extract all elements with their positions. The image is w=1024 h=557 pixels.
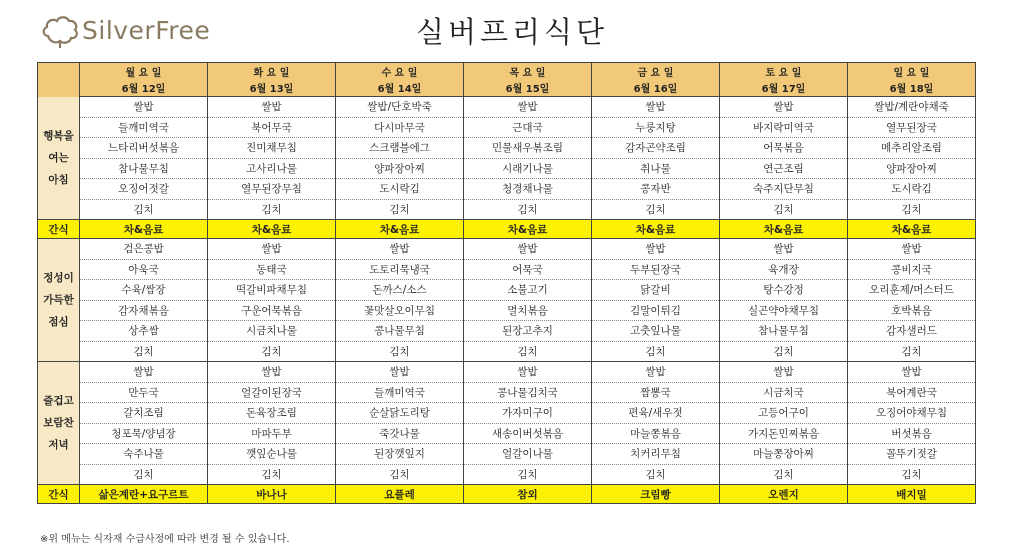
menu-item: 마늘쫑장아찌: [720, 444, 848, 465]
menu-item: 마파두부: [208, 423, 336, 444]
menu-item: 김치: [464, 464, 592, 485]
meal-label-line: 보람찬: [43, 417, 74, 429]
meal-label-line: 정성이: [43, 272, 74, 284]
menu-item: 육개장: [720, 259, 848, 280]
snack-item: 차&음료: [464, 220, 592, 239]
menu-item: 쌀밥/단호박죽: [336, 97, 464, 118]
menu-row: [38, 321, 976, 342]
menu-item: 김치: [720, 341, 848, 362]
menu-item: 쌀밥: [208, 239, 336, 260]
menu-item: 콩자반: [592, 179, 720, 200]
menu-item: 오징어야채무침: [848, 403, 976, 424]
menu-item: 검은콩밥: [80, 239, 208, 260]
menu-item: 누룽지탕: [592, 117, 720, 138]
meal-label-line: 즐겁고: [43, 395, 74, 407]
day-name-header: 일 요 일: [848, 63, 976, 80]
menu-item: 된장깻잎지: [336, 444, 464, 465]
snack-item: 차&음료: [336, 220, 464, 239]
menu-item: 편육/새우젓: [592, 403, 720, 424]
snack-item: 크림빵: [592, 485, 720, 504]
footnote: ※위 메뉴는 식자재 수급사정에 따라 변경 될 수 있습니다.: [40, 534, 290, 545]
menu-item: 민물새우볶조림: [464, 138, 592, 159]
menu-row: [38, 259, 976, 280]
menu-item: 쌀밥: [592, 362, 720, 383]
menu-item: 숙주지단무침: [720, 179, 848, 200]
menu-item: 김치: [720, 464, 848, 485]
menu-item: 시금치나물: [208, 321, 336, 342]
menu-row: [38, 423, 976, 444]
menu-row: [38, 341, 976, 362]
menu-item: 김치: [336, 464, 464, 485]
menu-item: 쌀밥: [464, 362, 592, 383]
menu-item: 콩나물무침: [336, 321, 464, 342]
menu-item: 김치: [208, 199, 336, 220]
menu-item: 콩나물김치국: [464, 382, 592, 403]
menu-item: 가지돈민찌볶음: [720, 423, 848, 444]
menu-item: 돈육장조림: [208, 403, 336, 424]
menu-item: 감자샐러드: [848, 321, 976, 342]
menu-item: 고사리나물: [208, 158, 336, 179]
day-name-header: 화 요 일: [208, 63, 336, 80]
menu-item: 죽갓나물: [336, 423, 464, 444]
menu-item: 김치: [80, 341, 208, 362]
meal-label-line: 여는: [48, 151, 69, 164]
snack-label: 간식: [38, 220, 80, 239]
date-header: 6월 13일: [208, 80, 336, 97]
menu-item: 다시마무국: [336, 117, 464, 138]
menu-item: 시금치국: [720, 382, 848, 403]
menu-item: 쌀밥: [208, 97, 336, 118]
meal-label: [38, 97, 80, 220]
menu-item: 도시락김: [848, 179, 976, 200]
menu-row: [38, 444, 976, 465]
menu-item: 청경채나물: [464, 179, 592, 200]
menu-item: 쌀밥: [336, 362, 464, 383]
menu-row: [38, 403, 976, 424]
menu-row: [38, 382, 976, 403]
menu-item: 김치: [464, 341, 592, 362]
menu-item: 쌀밥: [336, 239, 464, 260]
menu-item: 실곤약야채무침: [720, 300, 848, 321]
menu-item: 어묵볶음: [720, 138, 848, 159]
date-header: 6월 12일: [80, 80, 208, 97]
menu-item: 짬뽕국: [592, 382, 720, 403]
menu-item: 김치: [208, 464, 336, 485]
menu-item: 콩비지국: [848, 259, 976, 280]
menu-item: 메추리알조림: [848, 138, 976, 159]
snack-item: 오렌지: [720, 485, 848, 504]
menu-row: [38, 300, 976, 321]
menu-item: 소불고기: [464, 280, 592, 301]
day-name-header: 토 요 일: [720, 63, 848, 80]
menu-item: 김치: [208, 341, 336, 362]
snack-item: 차&음료: [720, 220, 848, 239]
menu-item: 스크램블에그: [336, 138, 464, 159]
snack-item: 차&음료: [80, 220, 208, 239]
menu-item: 구운어묵볶음: [208, 300, 336, 321]
menu-item: 쌀밥: [720, 97, 848, 118]
snack-item: 바나나: [208, 485, 336, 504]
date-header: 6월 18일: [848, 80, 976, 97]
day-name-header: 금 요 일: [592, 63, 720, 80]
menu-item: 오징어젓갈: [80, 179, 208, 200]
menu-item: 북어계란국: [848, 382, 976, 403]
menu-item: 시래기나물: [464, 158, 592, 179]
date-header: 6월 15일: [464, 80, 592, 97]
menu-row: [38, 239, 976, 260]
menu-item: 쌀밥: [464, 239, 592, 260]
menu-item: 돈까스/소스: [336, 280, 464, 301]
menu-item: 김치: [336, 341, 464, 362]
page-title: 실버프리식단: [415, 15, 609, 49]
menu-item: 쌀밥: [464, 97, 592, 118]
menu-item: 된장고추지: [464, 321, 592, 342]
menu-item: 쌀밥: [80, 362, 208, 383]
date-header-row: [38, 80, 976, 97]
menu-item: 참나물무침: [720, 321, 848, 342]
menu-item: 꼴뚜기젓갈: [848, 444, 976, 465]
menu-item: 취나물: [592, 158, 720, 179]
menu-row: [38, 117, 976, 138]
menu-item: 오리훈제/머스터드: [848, 280, 976, 301]
menu-item: 쌀밥: [720, 239, 848, 260]
menu-item: 닭갈비: [592, 280, 720, 301]
menu-item: 양파장아찌: [336, 158, 464, 179]
menu-item: 숙주나물: [80, 444, 208, 465]
menu-item: 양파장아찌: [848, 158, 976, 179]
menu-item: 쌀밥: [848, 239, 976, 260]
menu-item: 도시락김: [336, 179, 464, 200]
menu-item: 가자미구이: [464, 403, 592, 424]
menu-item: 얼갈이나물: [464, 444, 592, 465]
menu-item: 김치: [464, 199, 592, 220]
meal-label-line: 행복을: [43, 129, 74, 142]
menu-item: 아욱국: [80, 259, 208, 280]
date-header: 6월 17일: [720, 80, 848, 97]
menu-item: 쌀밥: [848, 362, 976, 383]
menu-item: 고춧잎나물: [592, 321, 720, 342]
menu-item: 쌀밥: [208, 362, 336, 383]
menu-item: 바지락미역국: [720, 117, 848, 138]
menu-item: 감자채볶음: [80, 300, 208, 321]
menu-row: [38, 138, 976, 159]
menu-item: 멸치볶음: [464, 300, 592, 321]
menu-item: 진미채무침: [208, 138, 336, 159]
meal-label: [38, 239, 80, 362]
menu-item: 김말이튀김: [592, 300, 720, 321]
menu-item: 버섯볶음: [848, 423, 976, 444]
menu-item: 도토리묵냉국: [336, 259, 464, 280]
menu-item: 김치: [592, 341, 720, 362]
menu-item: 김치: [848, 341, 976, 362]
menu-item: 쌀밥: [592, 97, 720, 118]
menu-item: 북어무국: [208, 117, 336, 138]
menu-item: 어묵국: [464, 259, 592, 280]
menu-row: [38, 362, 976, 383]
menu-item: 열무된장무침: [208, 179, 336, 200]
menu-item: 깻잎순나물: [208, 444, 336, 465]
menu-item: 탕수강정: [720, 280, 848, 301]
day-name-header: 목 요 일: [464, 63, 592, 80]
menu-item: 들깨미역국: [336, 382, 464, 403]
menu-item: 마늘쫑볶음: [592, 423, 720, 444]
menu-item: 들깨미역국: [80, 117, 208, 138]
menu-item: 김치: [592, 199, 720, 220]
menu-item: 수육/쌈장: [80, 280, 208, 301]
menu-item: 참나물무침: [80, 158, 208, 179]
menu-item: 꽃맛살오이무침: [336, 300, 464, 321]
snack-item: 참외: [464, 485, 592, 504]
menu-item: 쌀밥/계란야채죽: [848, 97, 976, 118]
meal-label: [38, 362, 80, 485]
menu-item: 청포묵/양념장: [80, 423, 208, 444]
menu-item: 호박볶음: [848, 300, 976, 321]
day-header-row: [38, 63, 976, 80]
menu-item: 떡갈비파채무침: [208, 280, 336, 301]
meal-label-line: 저녁: [48, 439, 69, 451]
menu-item: 김치: [336, 199, 464, 220]
menu-row: [38, 199, 976, 220]
menu-item: 치커리무침: [592, 444, 720, 465]
menu-item: 고등어구이: [720, 403, 848, 424]
snack-item: 삶은계란+요구르트: [80, 485, 208, 504]
meal-label-line: 가득한: [43, 294, 74, 306]
menu-item: 얼갈이된장국: [208, 382, 336, 403]
menu-row: [38, 280, 976, 301]
menu-item: 쌀밥: [592, 239, 720, 260]
menu-item: 감자곤약조림: [592, 138, 720, 159]
snack-item: 배지밀: [848, 485, 976, 504]
meal-label-line: 점심: [48, 316, 69, 328]
menu-item: 쌀밥: [80, 97, 208, 118]
menu-item: 상추쌈: [80, 321, 208, 342]
menu-item: 근대국: [464, 117, 592, 138]
snack-item: 요플레: [336, 485, 464, 504]
menu-row: [38, 464, 976, 485]
menu-item: 동태국: [208, 259, 336, 280]
menu-item: 김치: [720, 199, 848, 220]
menu-item: 순살닭도리탕: [336, 403, 464, 424]
snack-item: 차&음료: [208, 220, 336, 239]
meal-menu-table: [37, 62, 976, 504]
menu-item: 새송이버섯볶음: [464, 423, 592, 444]
menu-item: 김치: [592, 464, 720, 485]
menu-item: 김치: [848, 464, 976, 485]
menu-item: 쌀밥: [720, 362, 848, 383]
menu-row: [38, 179, 976, 200]
corner-cell: [38, 63, 80, 97]
menu-row: [38, 158, 976, 179]
menu-item: 열무된장국: [848, 117, 976, 138]
snack-item: 차&음료: [848, 220, 976, 239]
menu-item: 느타리버섯볶음: [80, 138, 208, 159]
snack-label: 간식: [38, 485, 80, 504]
day-name-header: 수 요 일: [336, 63, 464, 80]
snack-item: 차&음료: [592, 220, 720, 239]
meal-label-line: 아침: [48, 173, 69, 186]
menu-item: 김치: [80, 464, 208, 485]
date-header: 6월 14일: [336, 80, 464, 97]
date-header: 6월 16일: [592, 80, 720, 97]
menu-item: 두부된장국: [592, 259, 720, 280]
menu-item: 갈치조림: [80, 403, 208, 424]
menu-item: 연근조림: [720, 158, 848, 179]
snack-row: [38, 220, 976, 239]
menu-row: [38, 97, 976, 118]
menu-item: 김치: [848, 199, 976, 220]
logo-text: SilverFree: [82, 15, 211, 45]
day-name-header: 월 요 일: [80, 63, 208, 80]
menu-item: 만두국: [80, 382, 208, 403]
snack-row: [38, 485, 976, 504]
menu-item: 김치: [80, 199, 208, 220]
